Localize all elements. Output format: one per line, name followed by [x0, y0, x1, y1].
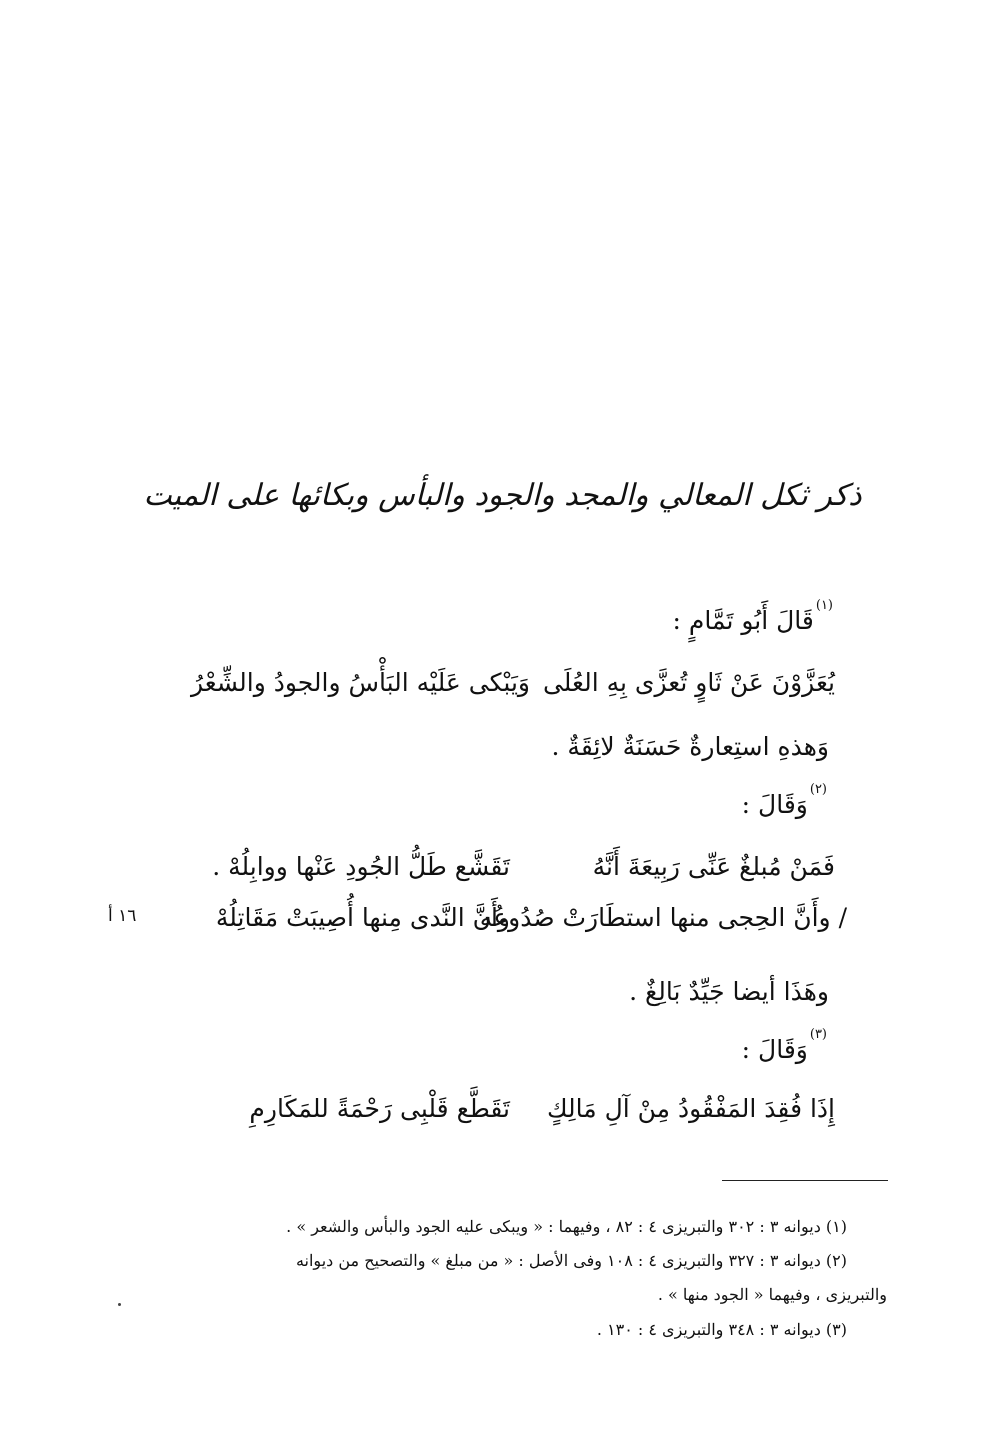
paper-speck — [118, 1303, 121, 1306]
footnote-2-line-1: (٢) ديوانه ٣ : ٣٢٧ والتبريزى ٤ : ١٠٨ وفى الأصل : « من مبلغ » والتصحيح من ديوانه — [295, 1251, 847, 1270]
verse3-first-hemistich: / وأَنَّ الحِجى منها استطَارَتْ صُدُوعُه — [479, 903, 847, 932]
footnote-ref-3: (٣) — [809, 1027, 827, 1042]
footnote-2-line-2: والتبريزى ، وفيهما « الجود منها » . — [657, 1285, 887, 1304]
verse3-second-hemistich: وأَنَّ النَّدى مِنها أُصِيبَتْ مَقَاتِلُهْ — [215, 903, 510, 932]
section2-intro: وَقَالَ : — [741, 790, 808, 819]
section2-comment: وهَذَا أيضا جَيِّدٌ بَالِغٌ . — [629, 977, 829, 1006]
footnote-3: (٣) ديوانه ٣ : ٣٤٨ والتبريزى ٤ : ١٣٠ . — [596, 1320, 847, 1339]
footnote-ref-1: (١) — [815, 598, 833, 613]
verse1-first-hemistich: يُعَزَّوْنَ عَنْ ثَاوٍ تُعزَّى بِهِ العُلَى — [542, 668, 835, 697]
section1-comment: وَهذهِ استِعارةٌ حَسَنَةٌ لائِقَةٌ . — [551, 732, 829, 761]
verse4-second-hemistich: تَقَطَّع قَلْبِى رَحْمَةً للمَكَارِمِ — [249, 1094, 510, 1123]
footnote-divider — [722, 1180, 888, 1181]
folio-margin-note: ١٦ أ — [108, 906, 137, 926]
section3-intro: وَقَالَ : — [741, 1035, 808, 1064]
section2-intro-line — [741, 782, 829, 819]
verse2-second-hemistich: تَقَشَّع طَلُّ الجُودِ عَنْها ووابِلُهْ . — [212, 852, 510, 881]
verse4-first-hemistich: إِذَا فُقِدَ المَفْقُودُ مِنْ آلِ مَالِكٍ — [546, 1094, 835, 1123]
footnote-ref-2: (٢) — [809, 782, 827, 797]
section1-intro: قَالَ أَبُو تَمَّامٍ : — [672, 606, 814, 635]
verse1-second-hemistich: وَيَبْكى عَلَيْه البَأْسُ والجودُ والشِّعْرُ — [190, 668, 530, 697]
section3-intro-line — [741, 1027, 829, 1064]
section1-intro-line — [672, 598, 835, 635]
footnote-1: (١) ديوانه ٣ : ٣٠٢ والتبريزى ٤ : ٨٢ ، وفيهما : « ويبكى عليه الجود والبأس والشعر » . — [286, 1217, 847, 1236]
verse2-first-hemistich: فَمَنْ مُبلغٌ عَنِّى رَبِيعَةَ أَنَّهُ — [592, 852, 835, 881]
section-heading: ذكر ثكل المعالي والمجد والجود والبأس وبكائها على الميت — [143, 478, 862, 513]
